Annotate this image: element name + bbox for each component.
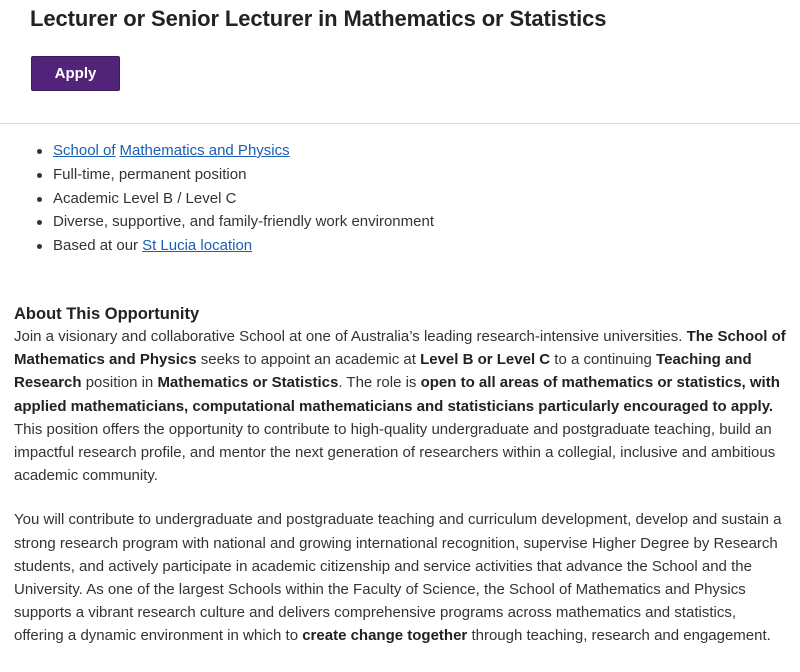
p1-bold-1: The School of Mathematics and Physics [14,328,786,369]
p1-text-6: This position offers the opportunity to contribute to high-quality undergraduate and postgraduate teaching, build an impactful research profile, and mentor the next generation of researchers within a collegial, inclusive and ambitious academic community. [14,420,776,485]
p2-bold-1: create change together [302,627,468,645]
job-header [0,0,800,124]
list-item-location [53,234,434,258]
job-highlights-list [0,139,434,258]
list-item-level: Academic Level B / Level C [53,187,434,211]
p1-text-5: . The role is [338,374,421,392]
p1-bold-2: Level B or Level C [420,351,551,369]
list-item-environment: Diverse, supportive, and family-friendly work environment [53,210,434,234]
about-paragraph-1 [14,325,788,487]
location-link[interactable]: St Lucia location [142,237,253,255]
about-section [14,303,788,648]
school-prefix-link[interactable]: School of [53,142,116,159]
p2-text-2: through teaching, research and engagement. [467,627,771,645]
p1-bold-3: Teaching and Research [14,351,752,392]
p2-text-1: You will contribute to undergraduate and postgraduate teaching and curriculum development, develop and sustain a strong research program with national and growing international recognition, supervise Higher Degree by Research students, and actively participate in academic citizenship and service activities that advance the School and the University. As one of the largest Schools within the Faculty of Science, the School of Mathematics and Physics supports a vibrant research culture and delivers comprehensive programs across mathematics and statistics, offering a dynamic environment in which to [14,511,782,645]
about-heading: About This Opportunity [14,305,200,323]
school-name-link[interactable]: Mathematics and Physics [119,142,290,159]
p1-bold-5: open to all areas of mathematics or statistics, with applied mathematicians, computational mathematicians and statisticians particularly encouraged to apply. [14,374,780,415]
p1-text-4: position in [81,374,158,392]
apply-button[interactable]: Apply [31,56,120,91]
p1-bold-4: Mathematics or Statistics [157,374,339,392]
job-title: Lecturer or Senior Lecturer in Mathematics or Statistics [30,6,607,31]
list-item-employment: Full-time, permanent position [53,163,434,187]
location-prefix: Based at our [53,237,139,255]
p1-text-3: to a continuing [550,351,657,369]
p1-text-2: seeks to appoint an academic at [196,351,421,369]
about-paragraph-2 [14,508,788,647]
p1-text-1: Join a visionary and collaborative School at one of Australia’s leading research-intensive universities. [14,328,687,345]
list-item-school [53,139,434,163]
